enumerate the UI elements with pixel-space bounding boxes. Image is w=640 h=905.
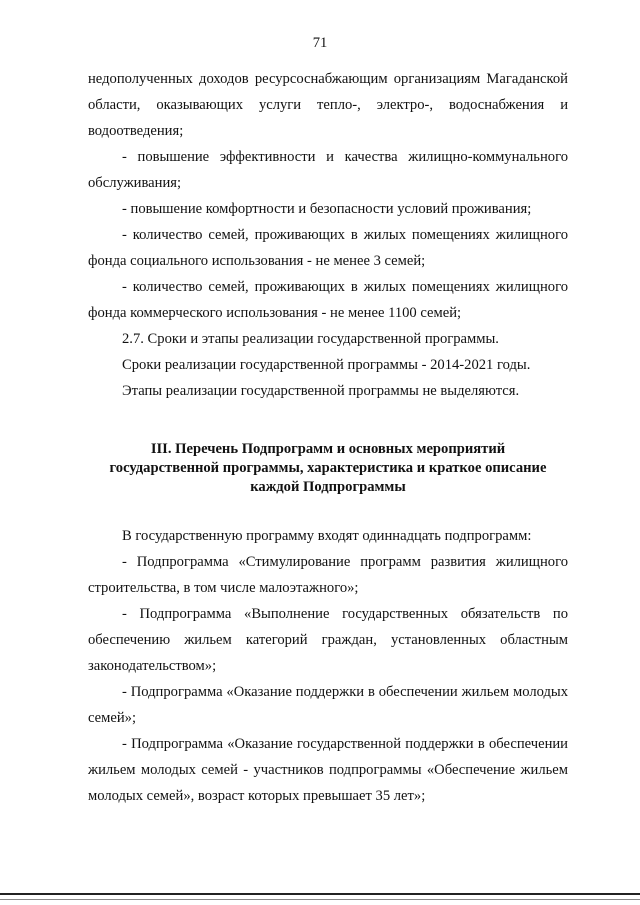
subprogram-item: - Подпрограмма «Оказание поддержки в обеспечении жильем молодых семей»; — [88, 684, 568, 726]
page-edge — [0, 899, 640, 900]
list-item-social-housing: - количество семей, проживающих в жилых помещениях жилищного фонда социального использования - не менее 3 семей; — [88, 227, 568, 269]
document-body — [88, 66, 568, 809]
subprogram-item: - Подпрограмма «Оказание государственной поддержки в обеспечении жильем молодых семей - участников подпрограммы «Обеспечение жильем молодых семей», возраст которых превышает 35 лет»; — [88, 736, 568, 804]
section-heading-line: каждой Подпрограммы — [250, 479, 406, 495]
subprograms-intro: В государственную программу входят одиннадцать подпрограмм: — [122, 528, 532, 544]
section-heading — [88, 440, 568, 497]
list-item-commercial-housing: - количество семей, проживающих в жилых помещениях жилищного фонда коммерческого использования - не менее 1100 семей; — [88, 279, 568, 321]
list-item-efficiency: - повышение эффективности и качества жилищно-коммунального обслуживания; — [88, 149, 568, 191]
subsection-title: 2.7. Сроки и этапы реализации государственной программы. — [122, 331, 499, 347]
page-edge — [0, 893, 640, 895]
subprogram-item: - Подпрограмма «Стимулирование программ развития жилищного строительства, в том числе малоэтажного»; — [88, 554, 568, 596]
section-heading-line: III. Перечень Подпрограмм и основных мероприятий — [150, 441, 506, 457]
paragraph-continued-text: недополученных доходов ресурсоснабжающим организациям Магаданской области, оказывающих услуги тепло-, электро-, водоснабжения и водоотведения; — [88, 71, 568, 139]
list-item-comfort: - повышение комфортности и безопасности условий проживания; — [122, 201, 532, 217]
program-stages: Этапы реализации государственной программы не выделяются. — [122, 383, 520, 399]
section-heading-line: государственной программы, характеристика и краткое описание — [109, 460, 547, 476]
page-number: 71 — [312, 35, 328, 51]
program-term: Сроки реализации государственной программы - 2014-2021 годы. — [122, 357, 531, 373]
subprogram-item: - Подпрограмма «Выполнение государственных обязательств по обеспечению жильем категорий граждан, установленных областным законодательством»; — [88, 606, 568, 674]
